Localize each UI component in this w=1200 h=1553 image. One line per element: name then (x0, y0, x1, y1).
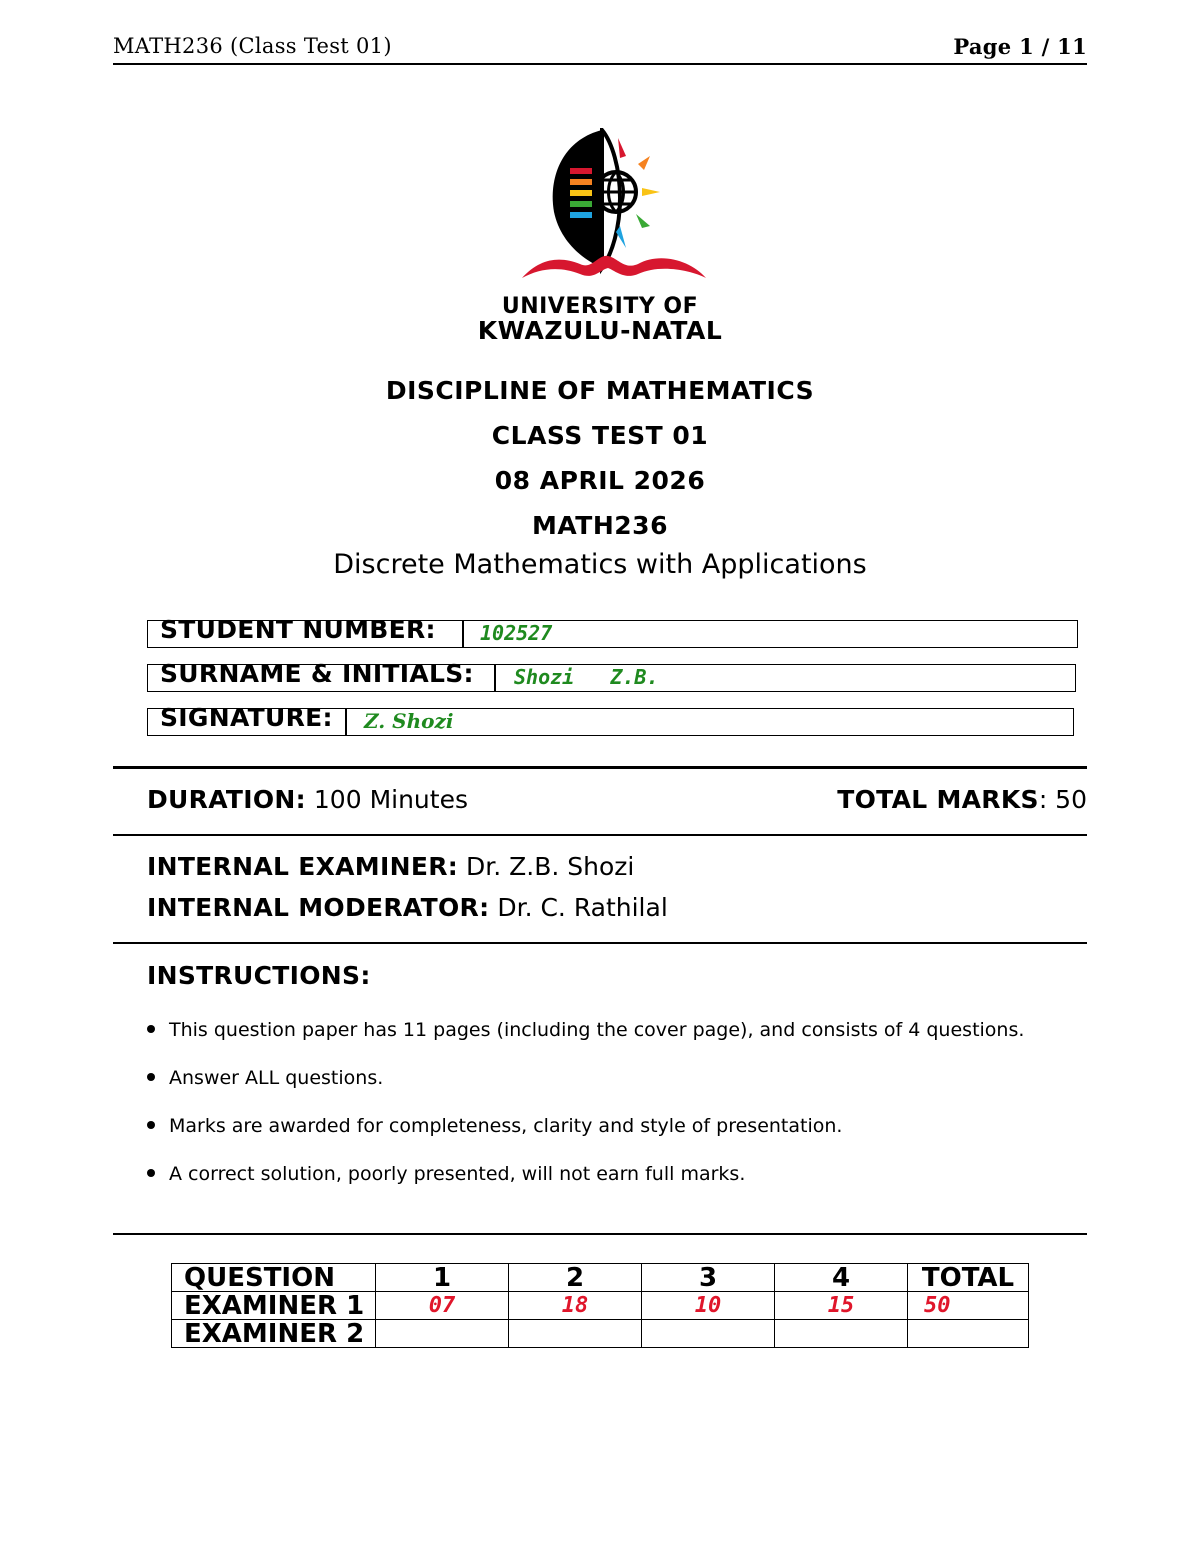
table-row (172, 1264, 1029, 1292)
duration-row (147, 785, 468, 814)
table-cell: 15 (775, 1292, 908, 1320)
course-code: MATH236 (532, 511, 668, 540)
table-row-label: EXAMINER 1 (172, 1292, 376, 1320)
running-header-left: MATH236 (Class Test 01) (113, 34, 392, 58)
course-name: Discrete Mathematics with Applications (333, 549, 867, 580)
moderator-row (147, 893, 668, 922)
table-cell: 07 (376, 1292, 509, 1320)
table-cell (376, 1320, 509, 1348)
shield-emblem-icon (520, 128, 720, 288)
table-row (172, 1292, 1029, 1320)
instructions-heading: INSTRUCTIONS: (147, 961, 371, 990)
duration-value: 100 Minutes (313, 785, 468, 814)
bullet-icon (147, 1073, 155, 1081)
table-header-cell: 3 (642, 1264, 775, 1292)
student-number-value: 102527 (480, 621, 553, 645)
moderator-label: INTERNAL MODERATOR: (147, 893, 490, 922)
moderator-value: Dr. C. Rathilal (497, 893, 668, 922)
university-logo (520, 128, 720, 288)
duration-label: DURATION: (147, 785, 306, 814)
table-cell (642, 1320, 775, 1348)
student-number-label: STUDENT NUMBER: (160, 615, 436, 644)
test-title: CLASS TEST 01 (491, 421, 709, 450)
instruction-item: Marks are awarded for completeness, clarity and style of presentation. (147, 1115, 842, 1137)
instruction-item: A correct solution, poorly presented, will not earn full marks. (147, 1163, 745, 1185)
surname-initials-label: SURNAME & INITIALS: (160, 659, 474, 688)
total-marks-value: : 50 (1038, 785, 1087, 814)
examiner-value: Dr. Z.B. Shozi (466, 852, 635, 881)
logo-text-line1: UNIVERSITY OF (501, 294, 699, 319)
student-number-field[interactable] (147, 615, 1078, 648)
running-header-page: Page 1 / 11 (953, 34, 1087, 59)
table-header-cell: 2 (509, 1264, 642, 1292)
test-date: 08 APRIL 2026 (494, 466, 706, 495)
total-marks-label: TOTAL MARKS (837, 785, 1039, 814)
table-row (172, 1320, 1029, 1348)
table-row-label: EXAMINER 2 (172, 1320, 376, 1348)
header-rule (113, 63, 1087, 65)
table-cell: 50 (908, 1292, 1029, 1320)
surname-initials-value: Shozi Z.B. (514, 665, 659, 689)
divider-2 (113, 834, 1087, 836)
examiner-row (147, 852, 634, 881)
instruction-item: This question paper has 11 pages (including the cover page), and consists of 4 questions. (147, 1019, 1024, 1041)
bullet-icon (147, 1169, 155, 1177)
table-cell: 18 (509, 1292, 642, 1320)
table-header-cell: QUESTION (172, 1264, 376, 1292)
table-cell (509, 1320, 642, 1348)
signature-field[interactable] (147, 703, 1074, 736)
instruction-item: Answer ALL questions. (147, 1067, 383, 1089)
examiner-label: INTERNAL EXAMINER: (147, 852, 459, 881)
divider-3 (113, 942, 1087, 944)
signature-value: Z. Shozi (364, 709, 454, 733)
table-cell: 10 (642, 1292, 775, 1320)
logo-text-line2: KWAZULU-NATAL (477, 316, 723, 345)
marks-table (171, 1263, 1029, 1348)
divider-4 (113, 1233, 1087, 1235)
bullet-icon (147, 1121, 155, 1129)
divider-1 (113, 766, 1087, 769)
discipline-title: DISCIPLINE OF MATHEMATICS (385, 376, 815, 405)
table-header-cell: TOTAL (908, 1264, 1029, 1292)
table-cell (908, 1320, 1029, 1348)
table-header-cell: 4 (775, 1264, 908, 1292)
table-cell (775, 1320, 908, 1348)
total-marks-row (837, 785, 1087, 814)
table-header-cell: 1 (376, 1264, 509, 1292)
signature-label: SIGNATURE: (160, 703, 333, 732)
bullet-icon (147, 1025, 155, 1033)
surname-initials-field[interactable] (147, 659, 1076, 692)
